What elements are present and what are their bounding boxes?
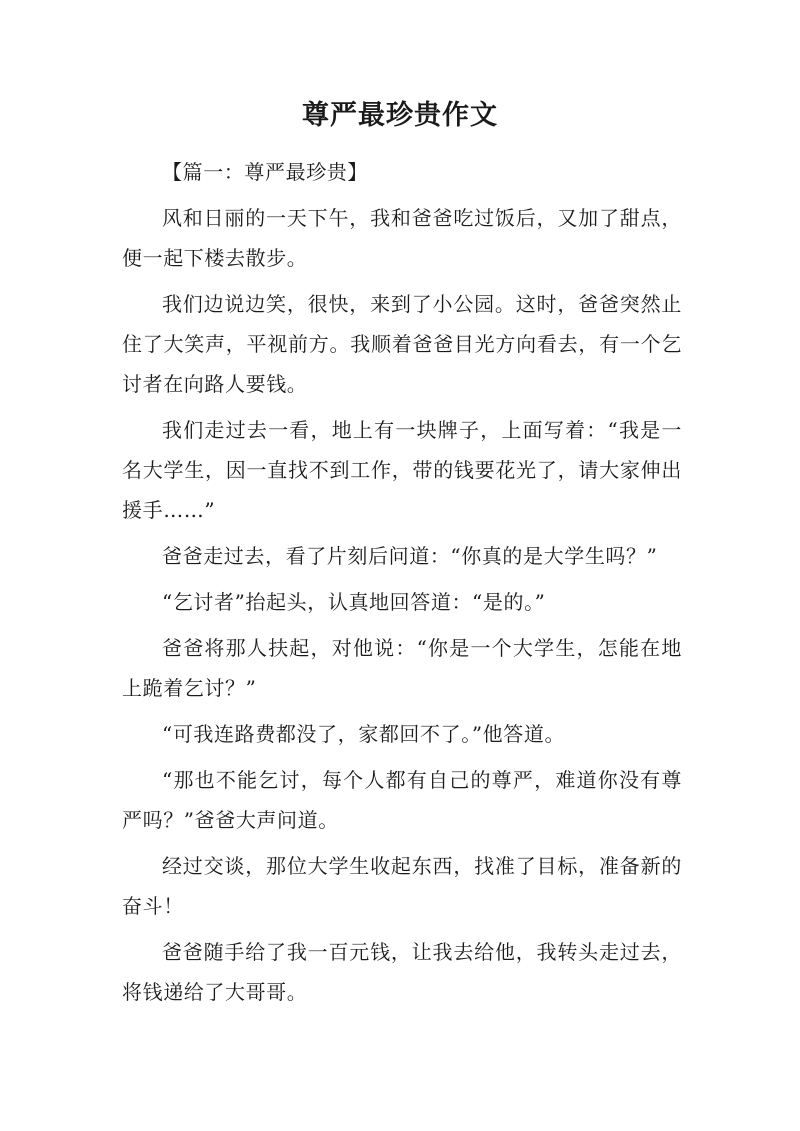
paragraph: 爸爸将那人扶起，对他说：“你是一个大学生，怎能在地上跪着乞讨？” xyxy=(122,636,682,700)
section-heading: 【篇一：尊严最珍贵】 xyxy=(162,160,368,184)
paragraph: 爸爸走过去，看了片刻后问道：“你真的是大学生吗？” xyxy=(162,544,658,568)
paragraph: 风和日丽的一天下午，我和爸爸吃过饭后，又加了甜点，便一起下楼去散步。 xyxy=(122,206,682,270)
document-body xyxy=(122,152,682,1018)
paragraph: “可我连路费都没了，家都回不了。”他答道。 xyxy=(162,722,566,746)
paragraph: 爸爸随手给了我一百元钱，让我去给他，我转头走过去，将钱递给了大哥哥。 xyxy=(122,940,682,1004)
document-title: 尊严最珍贵作文 xyxy=(302,100,498,131)
paragraph: 经过交谈，那位大学生收起东西，找准了目标，准备新的奋斗！ xyxy=(122,854,682,918)
paragraph: “那也不能乞讨，每个人都有自己的尊严，难道你没有尊严吗？”爸爸大声问道。 xyxy=(122,768,682,832)
paragraph: 我们边说边笑，很快，来到了小公园。这时，爸爸突然止住了大笑声，平视前方。我顺着爸爸目光方向看去，有一个乞讨者在向路人要钱。 xyxy=(122,292,682,396)
paragraph: “乞讨者”抬起头，认真地回答道：“是的。” xyxy=(162,590,546,614)
paragraph: 我们走过去一看，地上有一块牌子，上面写着：“我是一名大学生，因一直找不到工作，带的钱要花光了，请大家伸出援手……” xyxy=(122,418,682,522)
